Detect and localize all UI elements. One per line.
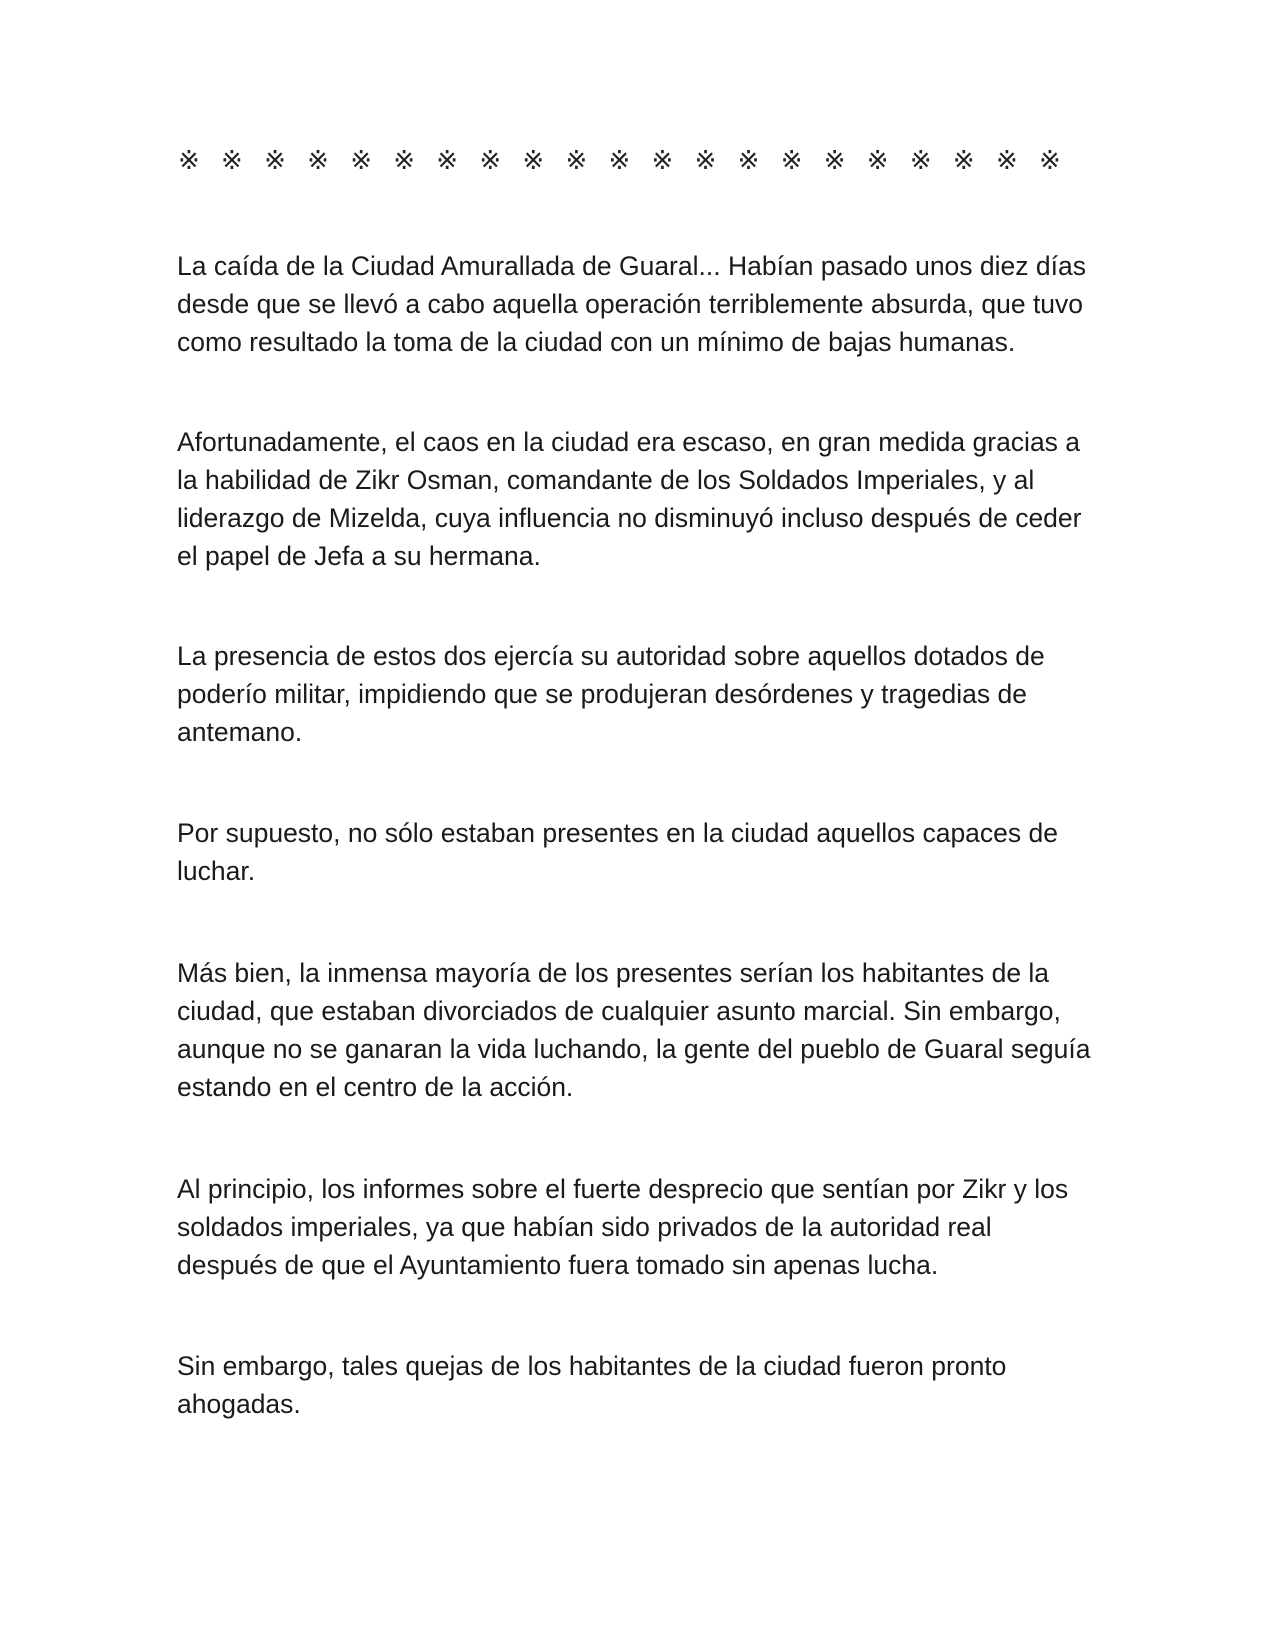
text-line: aunque no se ganaran la vida luchando, la gente del pueblo de Guaral seguía — [177, 1034, 1091, 1064]
paragraph-4 — [177, 814, 1097, 890]
text-line: soldados imperiales, ya que habían sido privados de la autoridad real — [177, 1212, 992, 1242]
text-line: poderío militar, impidiendo que se produjeran desórdenes y tragedias de — [177, 679, 1028, 709]
paragraph-3 — [177, 637, 1097, 751]
paragraph-2 — [177, 423, 1097, 575]
text-line: liderazgo de Mizelda, cuya influencia no disminuyó incluso después de ceder — [177, 503, 1082, 533]
text-line: Al principio, los informes sobre el fuerte desprecio que sentían por Zikr y los — [177, 1174, 1069, 1204]
paragraph-5 — [177, 954, 1097, 1106]
text-line: La caída de la Ciudad Amurallada de Guaral... Habían pasado unos diez días — [177, 251, 1086, 281]
text-line: antemano. — [177, 717, 303, 747]
text-line: Más bien, la inmensa mayoría de los presentes serían los habitantes de la — [177, 958, 1050, 988]
paragraph-6 — [177, 1170, 1097, 1284]
paragraph-1 — [177, 247, 1097, 361]
text-line: la habilidad de Zikr Osman, comandante de los Soldados Imperiales, y al — [177, 465, 1035, 495]
text-line: Afortunadamente, el caos en la ciudad era escaso, en gran medida gracias a — [177, 427, 1081, 457]
text-line: como resultado la toma de la ciudad con un mínimo de bajas humanas. — [177, 327, 1016, 357]
text-line: La presencia de estos dos ejercía su autoridad sobre aquellos dotados de — [177, 641, 1045, 671]
text-line: después de que el Ayuntamiento fuera tomado sin apenas lucha. — [177, 1250, 939, 1280]
text-line: ciudad, que estaban divorciados de cualquier asunto marcial. Sin embargo, — [177, 996, 1061, 1026]
text-line: desde que se llevó a cabo aquella operación terriblemente absurda, que tuvo — [177, 289, 1084, 319]
text-line: ahogadas. — [177, 1389, 301, 1419]
text-line: luchar. — [177, 856, 256, 886]
text-line: el papel de Jefa a su hermana. — [177, 541, 541, 571]
text-line: Sin embargo, tales quejas de los habitantes de la ciudad fueron pronto — [177, 1351, 1007, 1381]
text-line: estando en el centro de la acción. — [177, 1072, 574, 1102]
scene-break-separator: ※ ※ ※ ※ ※ ※ ※ ※ ※ ※ ※ ※ ※ ※ ※ ※ ※ ※ ※ ※ ※ — [178, 146, 1068, 176]
text-line: Por supuesto, no sólo estaban presentes en la ciudad aquellos capaces de — [177, 818, 1058, 848]
paragraph-7 — [177, 1347, 1097, 1423]
